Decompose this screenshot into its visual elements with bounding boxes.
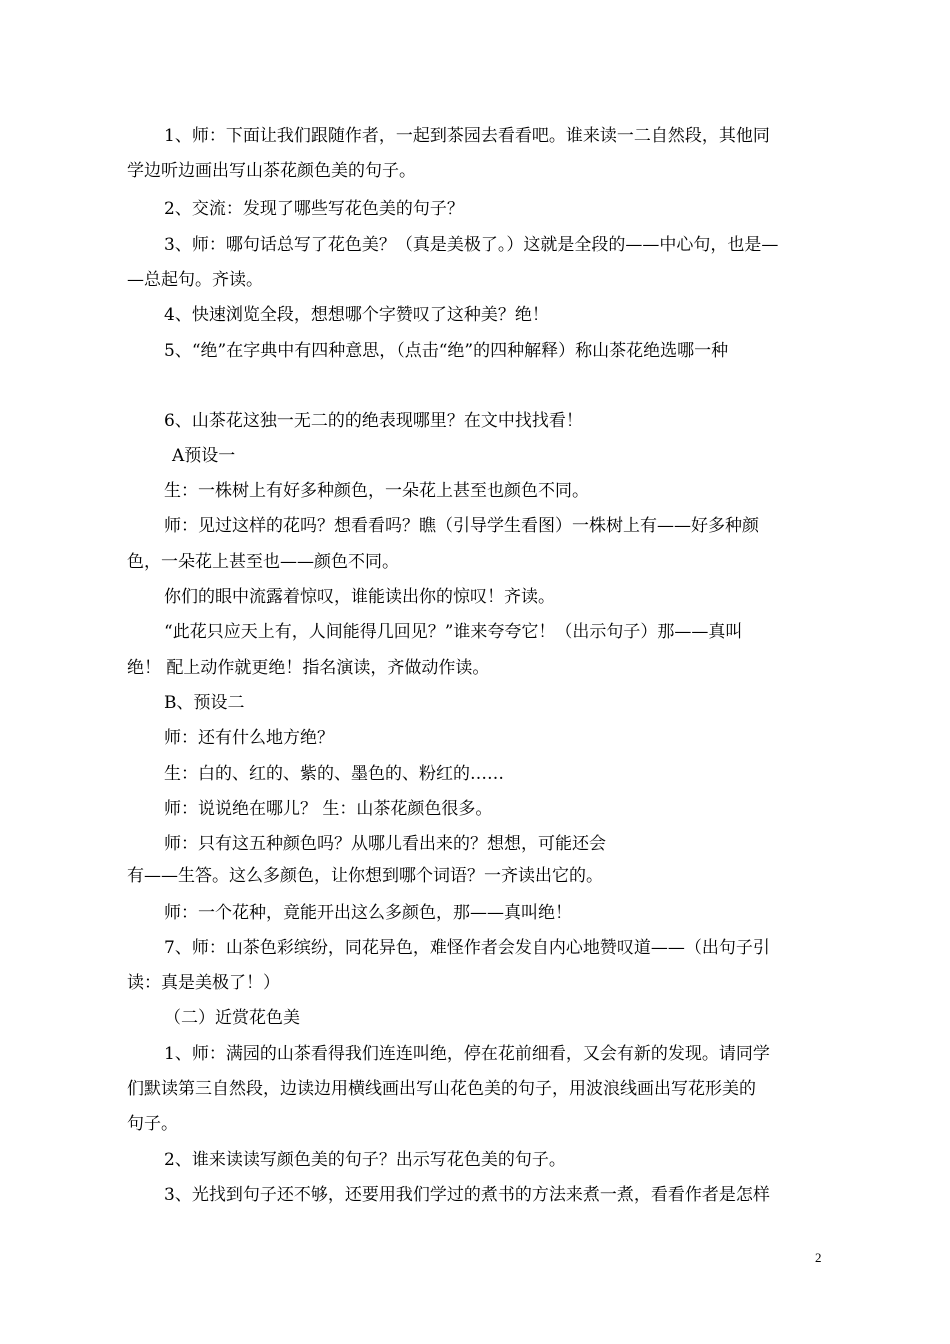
text-line: A预设一: [172, 446, 236, 466]
text-line: B、预设二: [164, 693, 245, 713]
text-line: 1、师：下面让我们跟随作者，一起到茶园去看看吧。谁来读一二自然段，其他同: [164, 126, 770, 146]
text-line: 生：一株树上有好多种颜色，一朵花上甚至也颜色不同。: [164, 481, 589, 501]
text-line: 你们的眼中流露着惊叹，谁能读出你的惊叹！齐读。: [164, 587, 555, 607]
text-line: 2、谁来读读写颜色美的句子？出示写花色美的句子。: [164, 1150, 566, 1170]
text-line: 1、师：满园的山茶看得我们连连叫绝，停在花前细看，又会有新的发现。请同学: [164, 1044, 770, 1064]
text-line: 师：说说绝在哪儿？ 生：山茶花颜色很多。: [164, 799, 493, 819]
text-line: （二）近赏花色美: [164, 1008, 300, 1028]
text-line: 师：见过这样的花吗？想看看吗？瞧（引导学生看图）一株树上有——好多种颜: [164, 516, 759, 536]
text-line: 读：真是美极了！）: [127, 973, 280, 993]
text-line: 3、师：哪句话总写了花色美？（真是美极了。）这就是全段的——中心句，也是—: [164, 235, 779, 255]
text-line: 学边听边画出写山茶花颜色美的句子。: [127, 161, 416, 181]
text-line: 句子。: [127, 1114, 178, 1134]
text-line: —总起句。齐读。: [127, 270, 263, 290]
text-line: 们默读第三自然段，边读边用横线画出写山花色美的句子，用波浪线画出写花形美的: [127, 1079, 756, 1099]
text-line: 绝！ 配上动作就更绝！指名演读，齐做动作读。: [127, 658, 490, 678]
text-line: “此花只应天上有，人间能得几回见？”谁来夸夸它！（出示句子）那——真叫: [164, 622, 743, 642]
text-line: 有——生答。这么多颜色，让你想到哪个词语？一齐读出它的。: [127, 866, 603, 886]
text-line: 2、交流：发现了哪些写花色美的句子？: [164, 199, 464, 219]
text-line: 7、师：山茶色彩缤纷，同花异色，难怪作者会发自内心地赞叹道——（出句子引: [164, 938, 770, 958]
text-line: 6、山茶花这独一无二的的绝表现哪里？在文中找找看！: [164, 411, 583, 431]
text-line: 生：白的、红的、紫的、墨色的、粉红的……: [164, 764, 504, 784]
text-line: 5、“绝”在字典中有四种意思，（点击“绝”的四种解释）称山茶花绝选哪一种: [164, 341, 729, 361]
text-line: 师：一个花种，竟能开出这么多颜色，那——真叫绝！: [164, 903, 572, 923]
page-number: 2: [815, 1250, 822, 1265]
text-line: 4、快速浏览全段，想想哪个字赞叹了这种美？绝！: [164, 305, 549, 325]
text-line: 色，一朵花上甚至也——颜色不同。: [127, 552, 399, 572]
text-line: 3、光找到句子还不够，还要用我们学过的煮书的方法来煮一煮，看看作者是怎样: [164, 1185, 770, 1205]
text-line: 师：还有什么地方绝？: [164, 728, 334, 748]
text-line: 师：只有这五种颜色吗？从哪儿看出来的？想想，可能还会: [164, 834, 606, 854]
